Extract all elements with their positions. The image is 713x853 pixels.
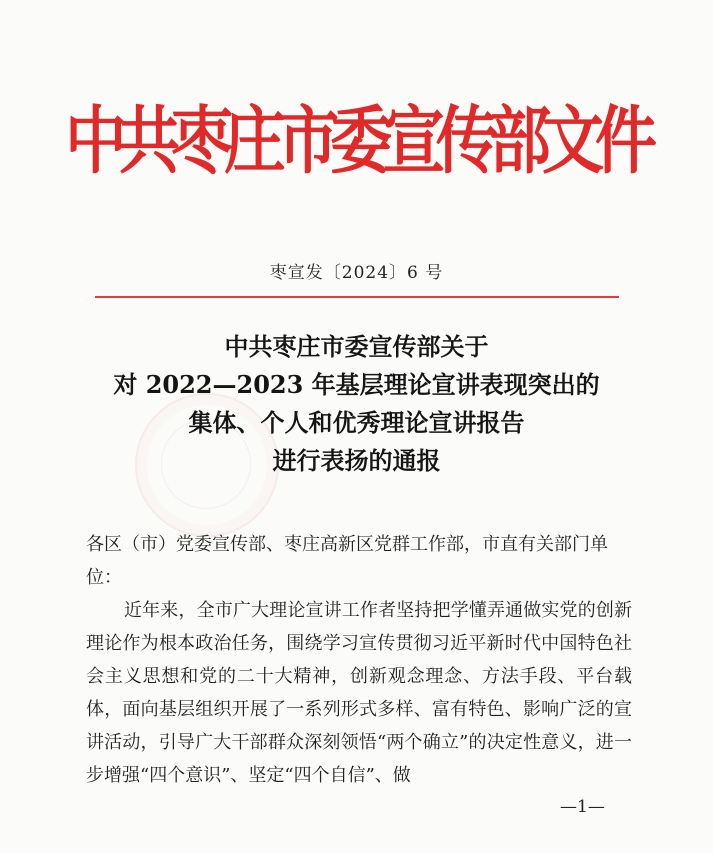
title-line-3: 集体、个人和优秀理论宣讲报告 [188,408,525,437]
salutation: 各区（市）党委宣传部、枣庄高新区党群工作部，市直有关部门单位： [86,534,608,588]
document-number: 枣宣发〔2024〕6 号 [269,263,444,283]
title-line-2: 对 2022—2023 年基层理论宣讲表现突出的 [113,370,600,399]
body-paragraph: 近年来，全市广大理论宣讲工作者坚持把学懂弄通做实党的创新理论作为根本政治任务，围绕学习宣传贯彻习近平新时代中国特色社会主义思想和党的二十大精神，创新观念理念、方法手段、平台载体，面向基层组织开展了一系列形式多样、富有特色、影响广泛的宣讲活动，引导广大干部群众深刻领悟“两个确立”的决定性意义，进一步增强“四个意识”、坚定“四个自信”、做 [86,600,632,786]
issuer-header: 中共枣庄市委宣传部文件 [64,97,648,184]
red-divider-line [95,296,619,298]
document-body [86,528,632,792]
title-line-1: 中共枣庄市委宣传部关于 [224,332,489,361]
page-number: —1— [560,797,605,817]
document-title [0,328,713,480]
title-line-4: 进行表扬的通报 [272,446,441,475]
